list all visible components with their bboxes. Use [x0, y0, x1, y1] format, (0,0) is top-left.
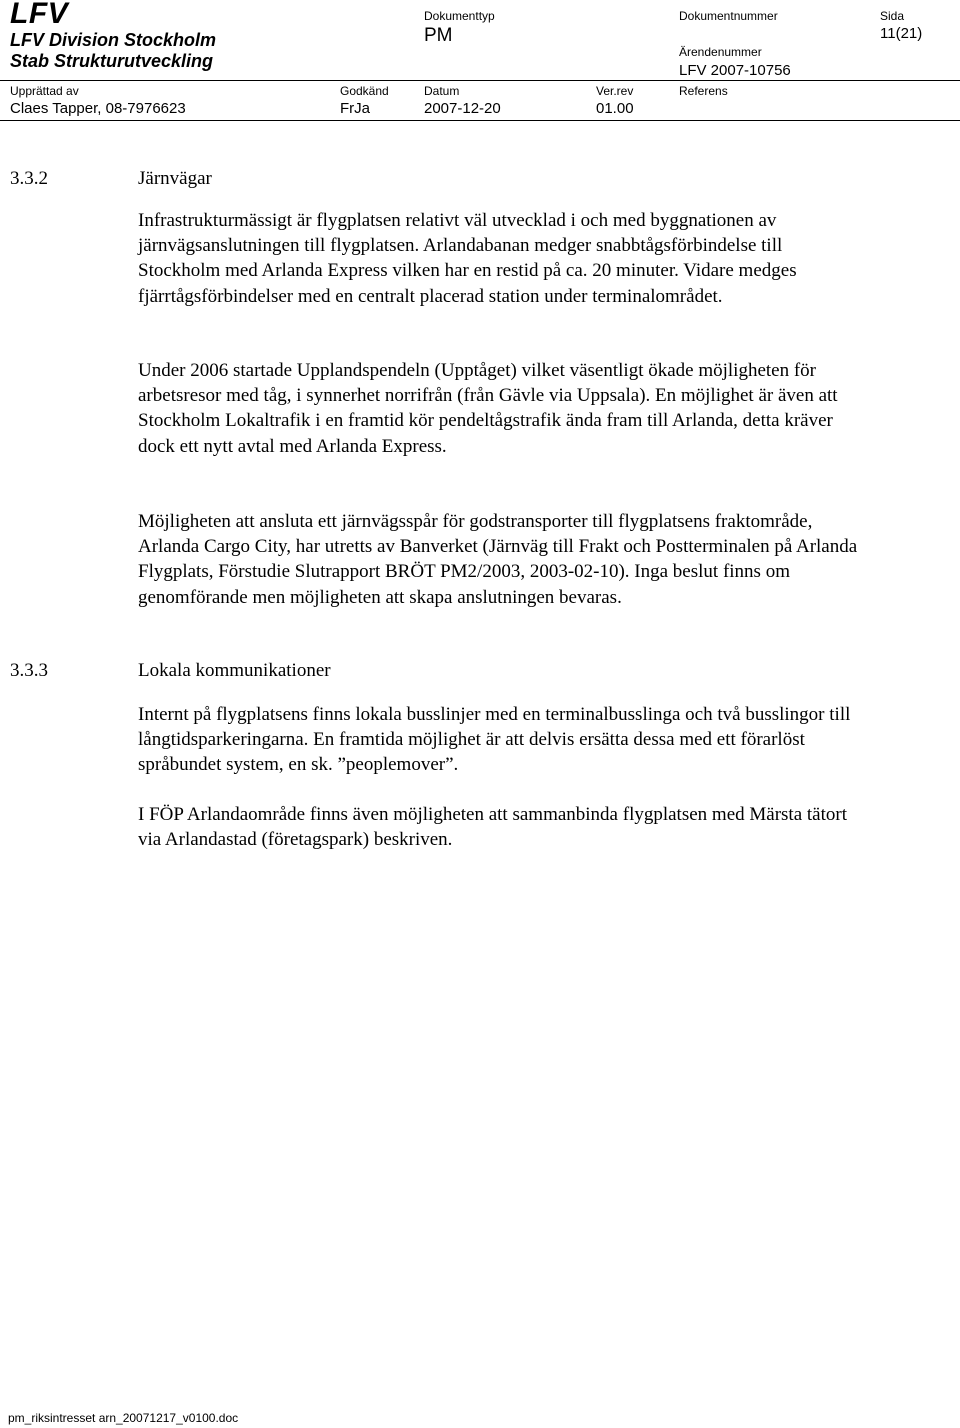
- section-title: Lokala kommunikationer: [138, 660, 331, 681]
- org-logo-text: LFV: [10, 0, 69, 30]
- paragraph: Möjligheten att ansluta ett järnvägsspår för godstransporter till flygplatsens fraktområde, Arlanda Cargo City, har utretts av Banverket (Järnväg till Frakt och Postterminalen på Arlanda Flygplats, Förstudie Slutrapport BRÖT PM2/2003, 2003-02-10). Inga beslut finns om genomförande men möjligheten att skapa anslutningen bevaras.: [138, 511, 858, 608]
- paragraph: Internt på flygplatsens finns lokala busslinjer med en terminalbusslinga och två busslingor till långtidsparkeringarna. En framtida möjlighet är att delvis ersätta dessa med ett förarlöst språbundet system, en sk. ”peoplemover”.: [138, 704, 851, 776]
- footer-filename: pm_riksintresset arn_20071217_v0100.doc: [8, 1411, 239, 1425]
- header-divider-bottom: [0, 120, 960, 121]
- version-label: Ver.rev: [596, 84, 634, 98]
- section-number: 3.3.2: [10, 168, 48, 189]
- section-number: 3.3.3: [10, 660, 48, 681]
- division-name: LFV Division Stockholm: [10, 30, 217, 50]
- paragraph: Infrastrukturmässigt är flygplatsen relativt väl utvecklad i och med byggnationen av järnvägsanslutningen till flygplatsen. Arlandabanan medger snabbtågsförbindelse till Stockholm med Arlanda Express vilken har en restid på ca. 20 minuter. Vidare medges fjärrtågsförbindelser med en centralt placerad station under terminalområdet.: [138, 210, 797, 307]
- doc-type-label: Dokumenttyp: [424, 9, 495, 23]
- unit-name: Stab Strukturutveckling: [10, 51, 214, 71]
- date-value: 2007-12-20: [424, 100, 501, 117]
- author-label: Upprättad av: [10, 84, 79, 98]
- page-number: 11(21): [880, 25, 923, 42]
- case-number-value: LFV 2007-10756: [679, 62, 791, 79]
- version-value: 01.00: [596, 100, 634, 117]
- header-divider-top: [0, 80, 960, 81]
- author-value: Claes Tapper, 08-7976623: [10, 100, 186, 117]
- approved-label: Godkänd: [340, 84, 389, 98]
- doc-number-label: Dokumentnummer: [679, 9, 778, 23]
- reference-label: Referens: [679, 84, 728, 98]
- doc-type-value: PM: [424, 25, 453, 46]
- section-title: Järnvägar: [138, 168, 212, 189]
- date-label: Datum: [424, 84, 460, 98]
- approved-value: FrJa: [340, 100, 370, 117]
- paragraph: I FÖP Arlandaområde finns även möjligheten att sammanbinda flygplatsen med Märsta tätort via Arlandastad (företagspark) beskriven.: [138, 804, 847, 851]
- paragraph: Under 2006 startade Upplandspendeln (Upptåget) vilket väsentligt ökade möjligheten för arbetsresor med tåg, i synnerhet norrifrån (från Gävle via Uppsala). En möjlighet är även att Stockholm Lokaltrafik i en framtid kör pendeltågstrafik ända fram till Arlanda, detta kräver dock ett nytt avtal med Arlanda Express.: [138, 360, 838, 457]
- page-label: Sida: [880, 9, 905, 23]
- case-number-label: Ärendenummer: [679, 45, 762, 59]
